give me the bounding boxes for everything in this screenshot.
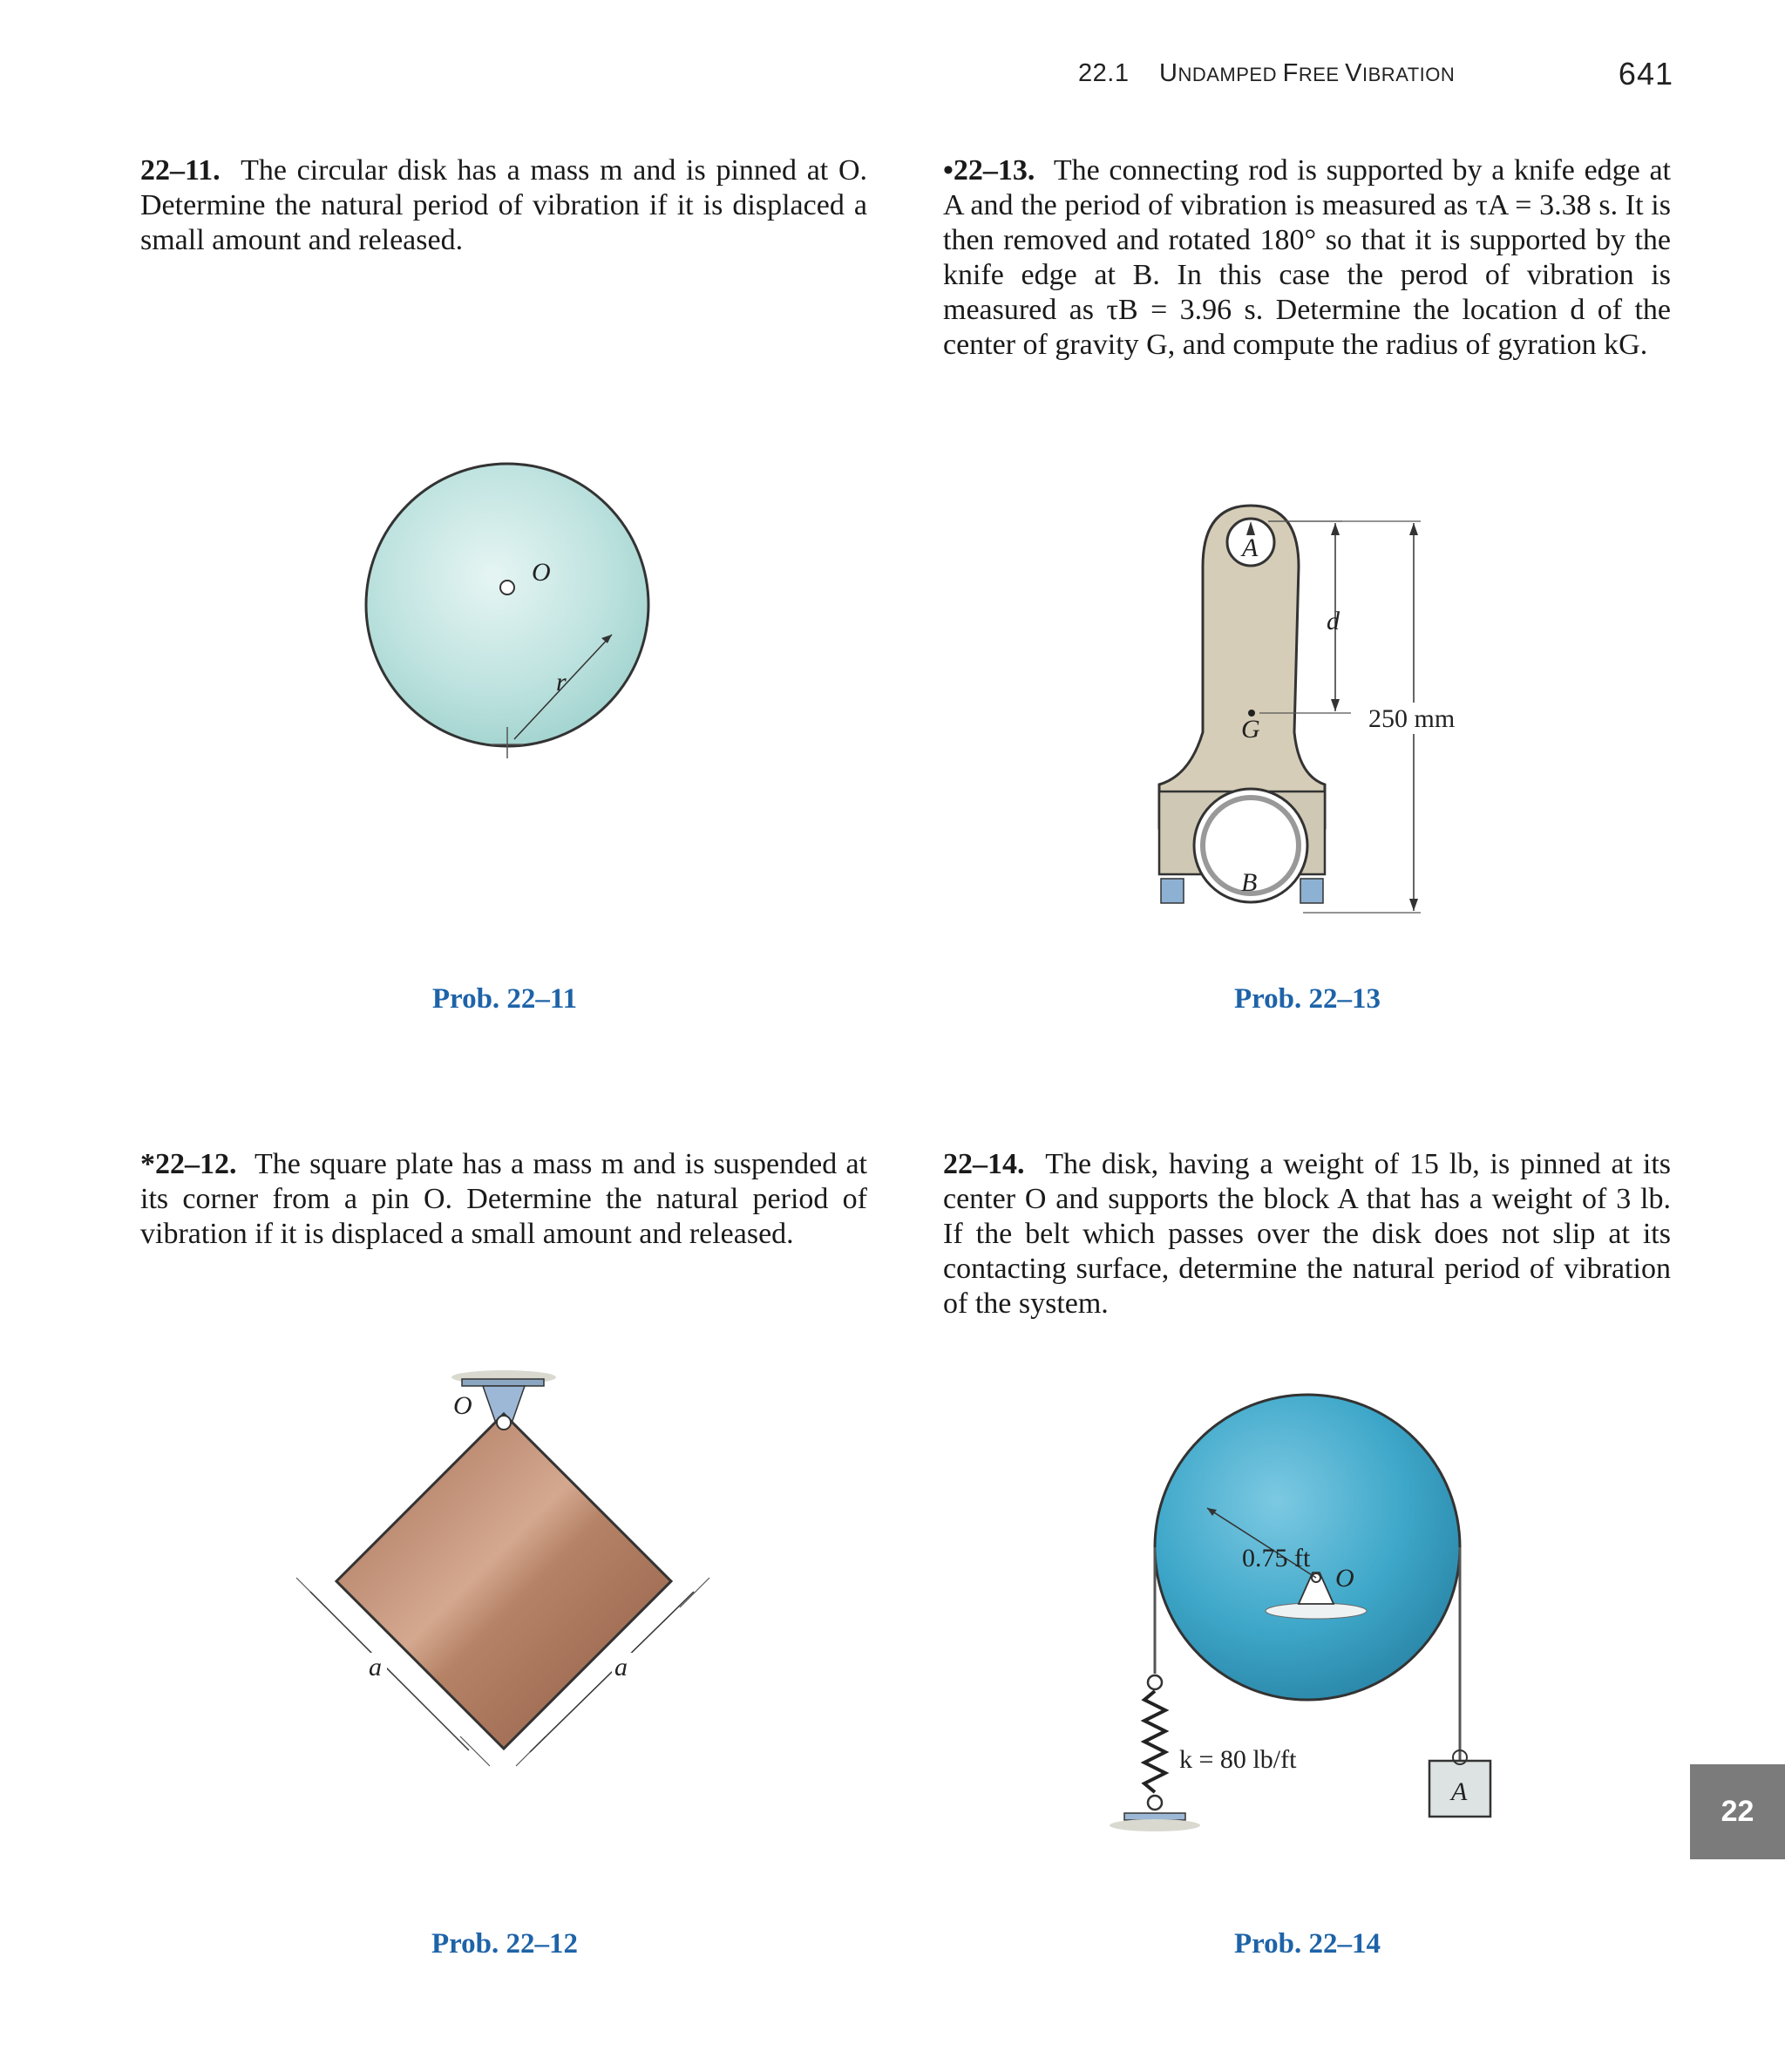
label-O: O <box>1335 1564 1354 1593</box>
circular-disk <box>366 464 648 746</box>
label-d: d <box>1327 607 1340 635</box>
label-G: G <box>1241 715 1260 744</box>
section-title: UNDAMPED FREE VIBRATION <box>1159 59 1456 87</box>
caption-22-11: Prob. 22–11 <box>431 983 578 1015</box>
figure-connecting-rod <box>1150 497 1499 950</box>
problem-22-13 <box>943 153 1671 363</box>
problem-22-11 <box>140 153 867 258</box>
pin-O <box>497 1416 511 1430</box>
section-number: 22.1 <box>1078 59 1130 87</box>
square-plate <box>336 1414 671 1749</box>
problem-22-14 <box>943 1147 1671 1321</box>
problem-text: The circular disk has a mass m and is pinned at O. Determine the natural period of vibration if it is displaced a small amount and released. <box>140 154 868 256</box>
label-a-right: a <box>614 1653 628 1681</box>
pin-O <box>500 581 514 594</box>
label-O: O <box>453 1391 472 1420</box>
label-250mm: 250 mm <box>1368 704 1456 733</box>
running-header <box>1078 59 1455 88</box>
problem-22-12 <box>140 1147 867 1252</box>
label-spring-k: k = 80 lb/ft <box>1179 1745 1297 1774</box>
figure-square-plate <box>288 1360 741 1796</box>
problem-text: The connecting rod is supported by a knife edge at A and the period of vibration is measured as τA = 3.38 s. It is then removed and rotated 180° so that it is supported by the knife edge at B. In this case the perod of vibration is measured as τB = 3.96 s. Determine the location d of the center of gravity G, and compute the radius of gyration kG. <box>943 154 1671 361</box>
label-A: A <box>1242 533 1259 562</box>
label-B: B <box>1241 868 1258 897</box>
problem-number: 22–14. <box>943 1148 1025 1180</box>
label-0.75ft: 0.75 ft <box>1242 1544 1311 1573</box>
problem-number: *22–12. <box>140 1148 237 1180</box>
label-r: r <box>556 668 567 696</box>
ground-support <box>1110 1819 1200 1831</box>
problem-text: The square plate has a mass m and is suspended at its corner from a pin O. Determine the natural period of vibration if it is displaced a small amount and released. <box>140 1148 868 1250</box>
label-O: O <box>532 558 551 587</box>
problem-number: 22–11. <box>140 154 221 187</box>
ground-anchor <box>1124 1813 1185 1820</box>
label-a-left: a <box>369 1653 382 1681</box>
problem-text: The disk, having a weight of 15 lb, is pinned at its center O and supports the block A that has a weight of 3 lb. If the belt which passes over the disk does not slip at its contacting surface, determine the natural period of vibration of the system. <box>943 1148 1671 1320</box>
label-A: A <box>1451 1777 1468 1806</box>
chapter-tab: 22 <box>1690 1764 1785 1859</box>
caption-22-14: Prob. 22–14 <box>1233 1928 1381 1960</box>
figure-circular-disk <box>349 532 697 898</box>
problem-number: •22–13. <box>943 154 1035 187</box>
caption-22-12: Prob. 22–12 <box>431 1928 579 1960</box>
page-number: 641 <box>1618 56 1673 92</box>
figure-disk-spring-block <box>1142 1395 1525 1883</box>
spring <box>1144 1691 1165 1792</box>
caption-22-13: Prob. 22–13 <box>1233 983 1381 1015</box>
